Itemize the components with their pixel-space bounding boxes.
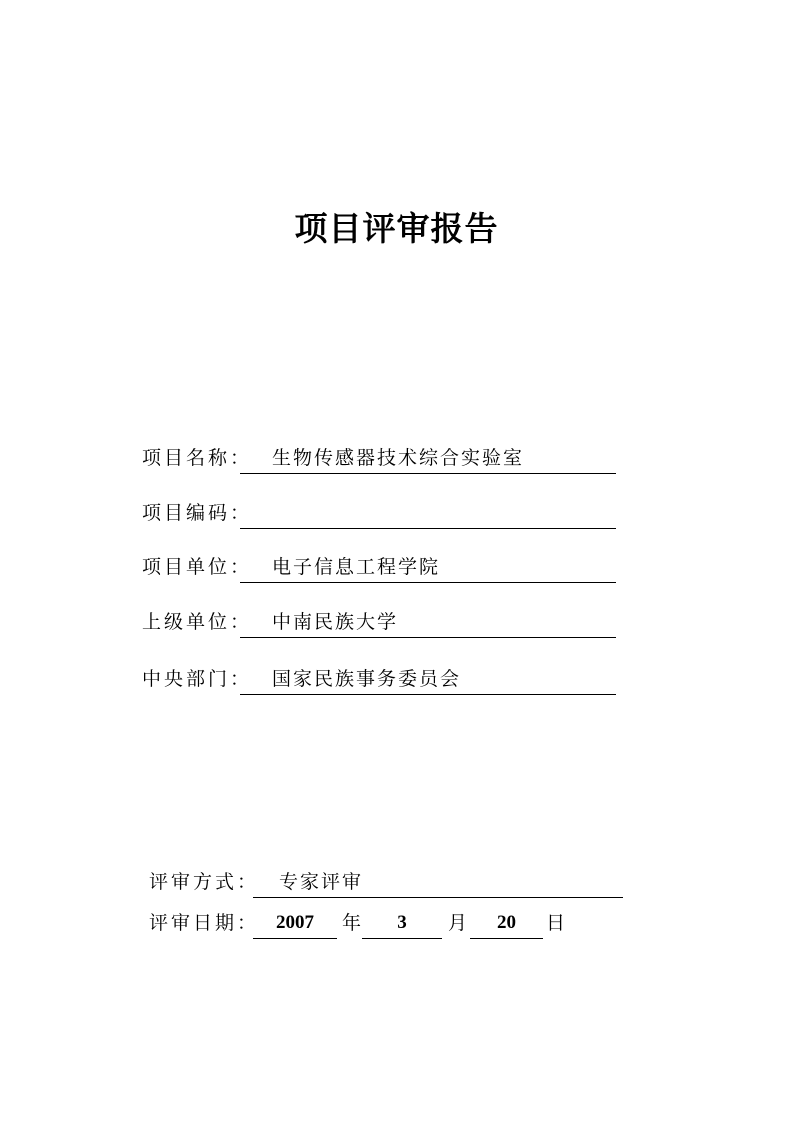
review-day-unit: 日 — [546, 912, 566, 934]
field-project-name — [142, 442, 622, 472]
field-project-code — [142, 497, 622, 527]
review-day-underline — [470, 938, 543, 939]
field-value: 中南民族大学 — [272, 611, 399, 633]
review-date-label: 评审日期： — [149, 912, 260, 934]
field-underline — [240, 694, 616, 695]
field-value: 国家民族事务委员会 — [272, 668, 462, 690]
field-underline — [240, 528, 616, 529]
review-method-row — [149, 866, 629, 896]
review-method-label: 评审方式： — [149, 871, 260, 893]
field-project-unit — [142, 551, 622, 581]
field-label: 项目单位： — [142, 556, 253, 578]
review-method-underline — [253, 897, 623, 898]
field-label: 上级单位： — [142, 611, 253, 633]
field-label: 项目编码： — [142, 502, 253, 524]
field-underline — [240, 637, 616, 638]
field-central-department — [142, 663, 622, 693]
field-underline — [240, 582, 616, 583]
field-underline — [240, 473, 616, 474]
review-year-underline — [253, 938, 337, 939]
review-month: 3 — [397, 912, 407, 933]
field-label: 项目名称： — [142, 447, 253, 469]
review-month-underline — [362, 938, 442, 939]
review-date-row — [149, 907, 629, 937]
field-value: 电子信息工程学院 — [272, 556, 441, 578]
document-title: 项目评审报告 — [294, 209, 499, 248]
review-method-value: 专家评审 — [279, 871, 364, 893]
review-year: 2007 — [276, 912, 314, 933]
field-parent-unit — [142, 606, 622, 636]
review-year-unit: 年 — [342, 912, 362, 934]
review-month-unit: 月 — [448, 912, 468, 934]
review-day: 20 — [497, 912, 516, 933]
field-label: 中央部门： — [142, 668, 253, 690]
field-value: 生物传感器技术综合实验室 — [272, 447, 525, 469]
